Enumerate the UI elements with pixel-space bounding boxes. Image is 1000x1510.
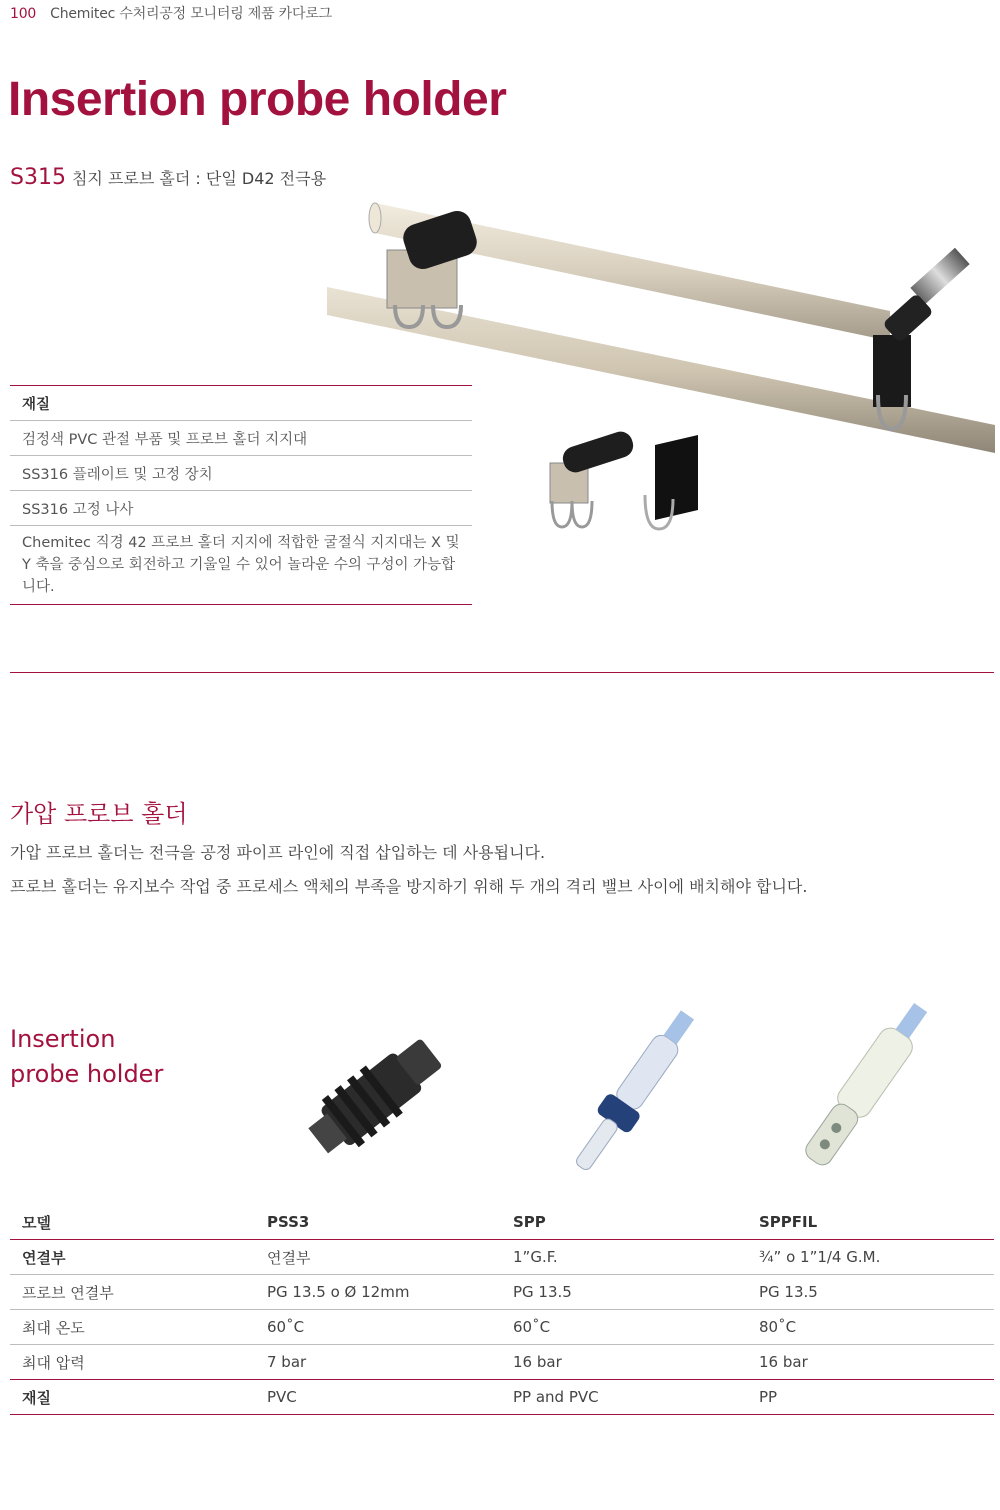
spec-cell: 재질 xyxy=(10,1380,255,1415)
spec-row xyxy=(10,1275,994,1310)
section-title: 가압 프로브 홀더 xyxy=(10,800,188,828)
spec-row xyxy=(10,1380,994,1415)
section-description xyxy=(10,836,807,904)
spec-row xyxy=(10,1345,994,1380)
materials-note: Chemitec 직경 42 프로브 홀더 지지에 적합한 굴절식 지지대는 X 및 Y 축을 중심으로 회전하고 기울일 수 있어 놀라운 수의 구성이 가능합니다. xyxy=(22,535,460,595)
materials-row: SS316 고정 나사 xyxy=(10,491,472,526)
spec-cell: PG 13.5 xyxy=(747,1275,994,1310)
pss3-product-image xyxy=(300,1010,460,1165)
spp-product-image xyxy=(545,995,730,1180)
description-line: 프로브 홀더는 유지보수 작업 중 프로세스 액체의 부족을 방지하기 위해 두 개의 격리 밸브 사이에 배치해야 합니다. xyxy=(10,877,808,896)
materials-heading: 재질 xyxy=(10,386,472,421)
header-cell: SPPFIL xyxy=(747,1205,994,1240)
spec-cell: 최대 온도 xyxy=(10,1310,255,1345)
spec-cell: 16 bar xyxy=(501,1345,747,1380)
header-cell: SPP xyxy=(501,1205,747,1240)
section-divider xyxy=(10,672,994,673)
component-illustrations xyxy=(540,425,710,535)
page-number: 100 xyxy=(10,6,37,22)
materials-row: 검정색 PVC 관절 부품 및 프로브 홀더 지지대 xyxy=(10,421,472,456)
insertion-holder-label xyxy=(10,1022,163,1092)
spec-cell: 프로브 연결부 xyxy=(10,1275,255,1310)
spec-cell: PG 13.5 xyxy=(501,1275,747,1310)
spec-cell: PP xyxy=(747,1380,994,1415)
label-line: probe holder xyxy=(10,1060,164,1088)
header-cell: 모델 xyxy=(10,1205,255,1240)
spec-header-row xyxy=(10,1205,994,1240)
spec-cell: 최대 압력 xyxy=(10,1345,255,1380)
spec-cell: PG 13.5 o Ø 12mm xyxy=(255,1275,501,1310)
spec-table xyxy=(10,1205,994,1415)
spec-cell: 7 bar xyxy=(255,1345,501,1380)
spec-cell: ¾” o 1”1/4 G.M. xyxy=(747,1240,994,1275)
description-line: 가압 프로브 홀더는 전극을 공정 파이프 라인에 직접 삽입하는 데 사용됩니다. xyxy=(10,843,546,862)
spec-row xyxy=(10,1310,994,1345)
spec-cell: 연결부 xyxy=(10,1240,255,1275)
header-cell: PSS3 xyxy=(255,1205,501,1240)
probe-sensor xyxy=(910,248,969,304)
page-title: Insertion probe holder xyxy=(8,73,507,126)
materials-row: SS316 플레이트 및 고정 장치 xyxy=(10,456,472,491)
spec-cell: 16 bar xyxy=(747,1345,994,1380)
product-code: S315 xyxy=(10,165,66,190)
spec-cell: 80˚C xyxy=(747,1310,994,1345)
spec-row xyxy=(10,1240,994,1275)
page-header xyxy=(10,3,332,23)
sppfil-product-image xyxy=(765,995,965,1180)
product-description: 침지 프로브 홀더 : 단일 D42 전극용 xyxy=(71,169,327,188)
product-subtitle xyxy=(10,165,326,190)
materials-table xyxy=(10,385,472,605)
spec-cell: 60˚C xyxy=(501,1310,747,1345)
spec-cell: 60˚C xyxy=(255,1310,501,1345)
spec-cell: 연결부 xyxy=(255,1240,501,1275)
catalog-title: Chemitec 수처리공정 모니터링 제품 카다로그 xyxy=(50,6,332,22)
spec-cell: PVC xyxy=(255,1380,501,1415)
spec-cell: 1”G.F. xyxy=(501,1240,747,1275)
label-line: Insertion xyxy=(10,1025,116,1053)
spec-cell: PP and PVC xyxy=(501,1380,747,1415)
